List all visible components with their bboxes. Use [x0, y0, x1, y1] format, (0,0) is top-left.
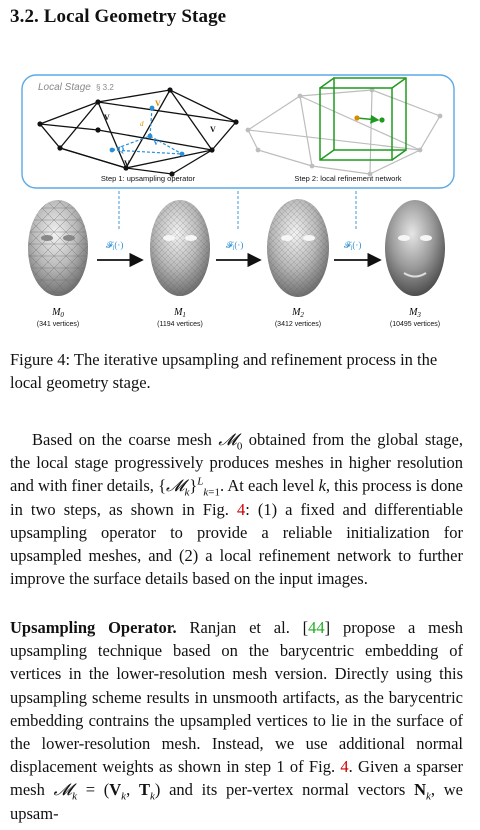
svg-text:𝓕l(·): 𝓕$_l$(·) — [344, 240, 362, 252]
mesh-vertices-2: (3412 vertices) — [274, 321, 322, 328]
fig-ref-link[interactable]: 4 — [236, 499, 246, 519]
caption-label: Figure 4: — [10, 350, 71, 369]
fig-ref-link-2[interactable]: 4 — [340, 757, 349, 777]
svg-text:V: V — [210, 125, 216, 134]
operator-label-2: 𝓕 — [226, 240, 233, 250]
label-vk1-top: V — [155, 99, 161, 108]
step2-label: Step 2: local refinement network — [294, 174, 402, 183]
label-vk: V — [104, 113, 110, 122]
mesh-vertices-1: (1194 vertices) — [157, 321, 203, 328]
mesh-name-0: M — [52, 307, 61, 318]
caption-text: The iterative upsampling and refinement process in the local geometry stage. — [10, 350, 438, 392]
svg-text:𝓕l(·): 𝓕$_l$(·) — [226, 240, 244, 252]
head-mesh-3 — [385, 200, 445, 296]
svg-text:M1: $M_1$ — [174, 307, 186, 319]
mesh-name-3: M — [409, 307, 418, 318]
panel-ref: § 3.2 — [96, 83, 114, 92]
paragraph-1: Based on the coarse mesh 𝓜$_0$ obtained from the global stage, the local stage progressively produces meshes in higher resolution and with finer details, {𝓜$_k$}$^L_{k=1}$. At each level k, this process is done in two steps, as shown in Fig. 4: (1) a fixed and differentiable upsampling operator to provide a reliable initialization for upsampled meshes, and (2) a local refinement network to further improve the surface details based on the input images. — [10, 430, 463, 589]
label-d: d — [140, 120, 144, 128]
citation-link[interactable]: 44 — [308, 618, 325, 637]
runin-heading: Upsampling Operator. — [10, 618, 177, 637]
head-mesh-0 — [28, 200, 88, 296]
head-mesh-2 — [267, 199, 329, 297]
svg-text:M0: $M_0$ — [52, 307, 64, 319]
head-mesh-1 — [150, 200, 210, 296]
section-title: Local Geometry Stage — [43, 6, 227, 27]
label-vk1: V — [153, 138, 159, 147]
mesh-name-2: M — [292, 307, 301, 318]
mesh-vertices-3: (10495 vertices) — [389, 321, 441, 328]
figure-diagram — [0, 70, 480, 340]
operator-label-3: 𝓕 — [344, 240, 351, 250]
mesh-vertices-0: (341 vertices) — [36, 321, 80, 328]
figure-4 — [0, 70, 480, 340]
svg-text:V: V — [124, 159, 130, 168]
mesh-name-1: M — [174, 307, 183, 318]
label-qk: Q — [118, 145, 125, 154]
paragraph-2: Upsampling Operator. Ranjan et al. [44] propose a mesh upsampling technique based on the barycentric embedding of vertices in the lower-resolution mesh version. Directly using this upsampling scheme results in unsmooth artifacts, as the barycentric embedding contrains the upsampled vertices to lie in the surface of the lower-resolution mesh. Instead, we use additional normal displacement weights as shown in step 1 of Fig. 4. Given a sparser mesh 𝓜$_k$ = ($V_k$, $T_k$) and its per-vertex normal vectors $N_k$, we upsam- — [10, 618, 463, 823]
svg-text:M3: $M_3$ — [409, 307, 421, 319]
step1-label: Step 1: upsampling operator — [100, 174, 196, 183]
refinement-mesh-diagram — [248, 90, 440, 174]
operator-label-1: 𝓕 — [106, 240, 113, 250]
figure-caption — [10, 348, 466, 394]
section-heading — [10, 6, 226, 28]
section-number: 3.2. — [10, 6, 39, 27]
upsampling-mesh-diagram — [40, 90, 236, 174]
panel-title: Local Stage — [38, 82, 91, 93]
svg-text:M2: $M_2$ — [292, 307, 304, 319]
svg-text:𝓕l(·): 𝓕$_l$(·) — [106, 240, 124, 252]
